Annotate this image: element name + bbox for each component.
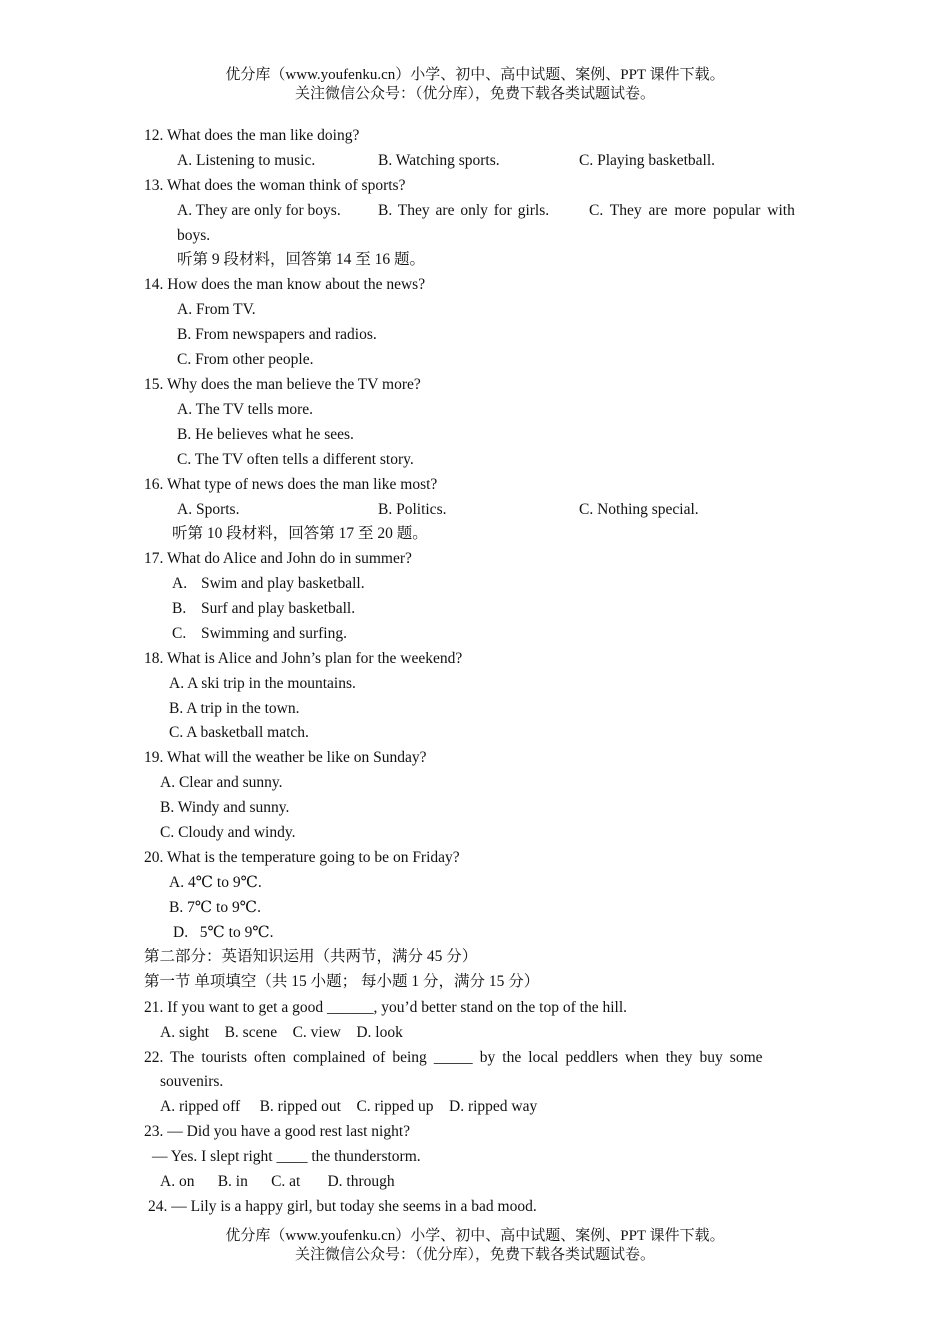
footer-line-1: 优分库（www.youfenku.cn）小学、初中、高中试题、案例、PPT 课件下载。 bbox=[225, 1228, 725, 1244]
question-17-option-c: Swimming and surfing. bbox=[201, 625, 347, 642]
question-12-option-a: A. Listening to music. bbox=[177, 152, 316, 169]
section-10-instruction: 听第 10 段材料，回答第 17 至 20 题。 bbox=[172, 525, 428, 542]
question-22-stem-continued: souvenirs. bbox=[160, 1073, 224, 1090]
question-13-option-c-continued: boys. bbox=[177, 227, 211, 244]
question-19-option-c: C. Cloudy and windy. bbox=[160, 824, 296, 841]
question-15-option-c: C. The TV often tells a different story. bbox=[177, 451, 414, 468]
question-20-option-b: B. 7℃ to 9℃. bbox=[169, 899, 261, 916]
header-line-2: 关注微信公众号：（优分库），免费下载各类试题试卷。 bbox=[294, 86, 655, 102]
section-1-heading: 第一节 单项填空（共 15 小题； 每小题 1 分，满分 15 分） bbox=[144, 973, 540, 990]
question-18-option-c: C. A basketball match. bbox=[169, 724, 309, 741]
question-17-option-a: Swim and play basketball. bbox=[201, 575, 365, 592]
question-14-option-b: B. From newspapers and radios. bbox=[177, 326, 377, 343]
question-17-option-b-label: B. bbox=[172, 600, 187, 617]
question-22-options: A. ripped off B. ripped out C. ripped up D. ripped way bbox=[160, 1098, 538, 1115]
question-23-options: A. on B. in C. at D. through bbox=[160, 1173, 395, 1190]
question-16-stem: 16. What type of news does the man like most? bbox=[144, 476, 438, 493]
question-20-option-d: D. 5℃ to 9℃. bbox=[173, 924, 274, 941]
question-17-option-a-label: A. bbox=[172, 575, 188, 592]
question-16-option-b: B. Politics. bbox=[378, 501, 447, 518]
question-13-stem: 13. What does the woman think of sports? bbox=[144, 177, 406, 194]
question-16-option-c: C. Nothing special. bbox=[579, 501, 699, 518]
question-19-stem: 19. What will the weather be like on Sunday? bbox=[144, 749, 427, 766]
page-header bbox=[0, 66, 950, 104]
question-14-option-c: C. From other people. bbox=[177, 351, 314, 368]
section-9-instruction: 听第 9 段材料，回答第 14 至 16 题。 bbox=[177, 251, 426, 268]
part-2-heading: 第二部分：英语知识运用（共两节，满分 45 分） bbox=[144, 948, 478, 965]
question-20-option-a: A. 4℃ to 9℃. bbox=[169, 874, 262, 891]
question-12-option-b: B. Watching sports. bbox=[378, 152, 500, 169]
question-17-option-b: Surf and play basketball. bbox=[201, 600, 356, 617]
question-13-option-c: C. They are more popular with bbox=[589, 202, 795, 219]
page-footer bbox=[0, 1227, 950, 1265]
header-line-1: 优分库（www.youfenku.cn）小学、初中、高中试题、案例、PPT 课件下载。 bbox=[225, 67, 725, 83]
question-23-stem: 23. — Did you have a good rest last night? bbox=[144, 1123, 411, 1140]
question-16-option-a: A. Sports. bbox=[177, 501, 240, 518]
question-23-reply: — Yes. I slept right ____ the thunderstorm. bbox=[152, 1148, 421, 1165]
question-13-option-b: B. They are only for girls. bbox=[378, 202, 550, 219]
question-15-stem: 15. Why does the man believe the TV more? bbox=[144, 376, 421, 393]
question-20-stem: 20. What is the temperature going to be on Friday? bbox=[144, 849, 460, 866]
question-14-stem: 14. How does the man know about the news? bbox=[144, 276, 426, 293]
question-21-options: A. sight B. scene C. view D. look bbox=[160, 1024, 403, 1041]
question-24-stem: 24. — Lily is a happy girl, but today she seems in a bad mood. bbox=[148, 1198, 537, 1215]
footer-line-2: 关注微信公众号：（优分库），免费下载各类试题试卷。 bbox=[294, 1247, 655, 1263]
question-12-stem: 12. What does the man like doing? bbox=[144, 127, 360, 144]
question-12-option-c: C. Playing basketball. bbox=[579, 152, 716, 169]
question-15-option-b: B. He believes what he sees. bbox=[177, 426, 354, 443]
question-21-stem: 21. If you want to get a good ______, you’d better stand on the top of the hill. bbox=[144, 999, 627, 1016]
question-13-option-a: A. They are only for boys. bbox=[177, 202, 341, 219]
question-18-option-b: B. A trip in the town. bbox=[169, 700, 300, 717]
question-19-option-b: B. Windy and sunny. bbox=[160, 799, 290, 816]
question-17-option-c-label: C. bbox=[172, 625, 187, 642]
question-17-stem: 17. What do Alice and John do in summer? bbox=[144, 550, 412, 567]
question-18-option-a: A. A ski trip in the mountains. bbox=[169, 675, 356, 692]
question-22-stem: 22. The tourists often complained of being _____ by the local peddlers when they buy some bbox=[144, 1049, 763, 1066]
question-19-option-a: A. Clear and sunny. bbox=[160, 774, 283, 791]
question-18-stem: 18. What is Alice and John’s plan for the weekend? bbox=[144, 650, 463, 667]
question-15-option-a: A. The TV tells more. bbox=[177, 401, 314, 418]
question-14-option-a: A. From TV. bbox=[177, 301, 256, 318]
